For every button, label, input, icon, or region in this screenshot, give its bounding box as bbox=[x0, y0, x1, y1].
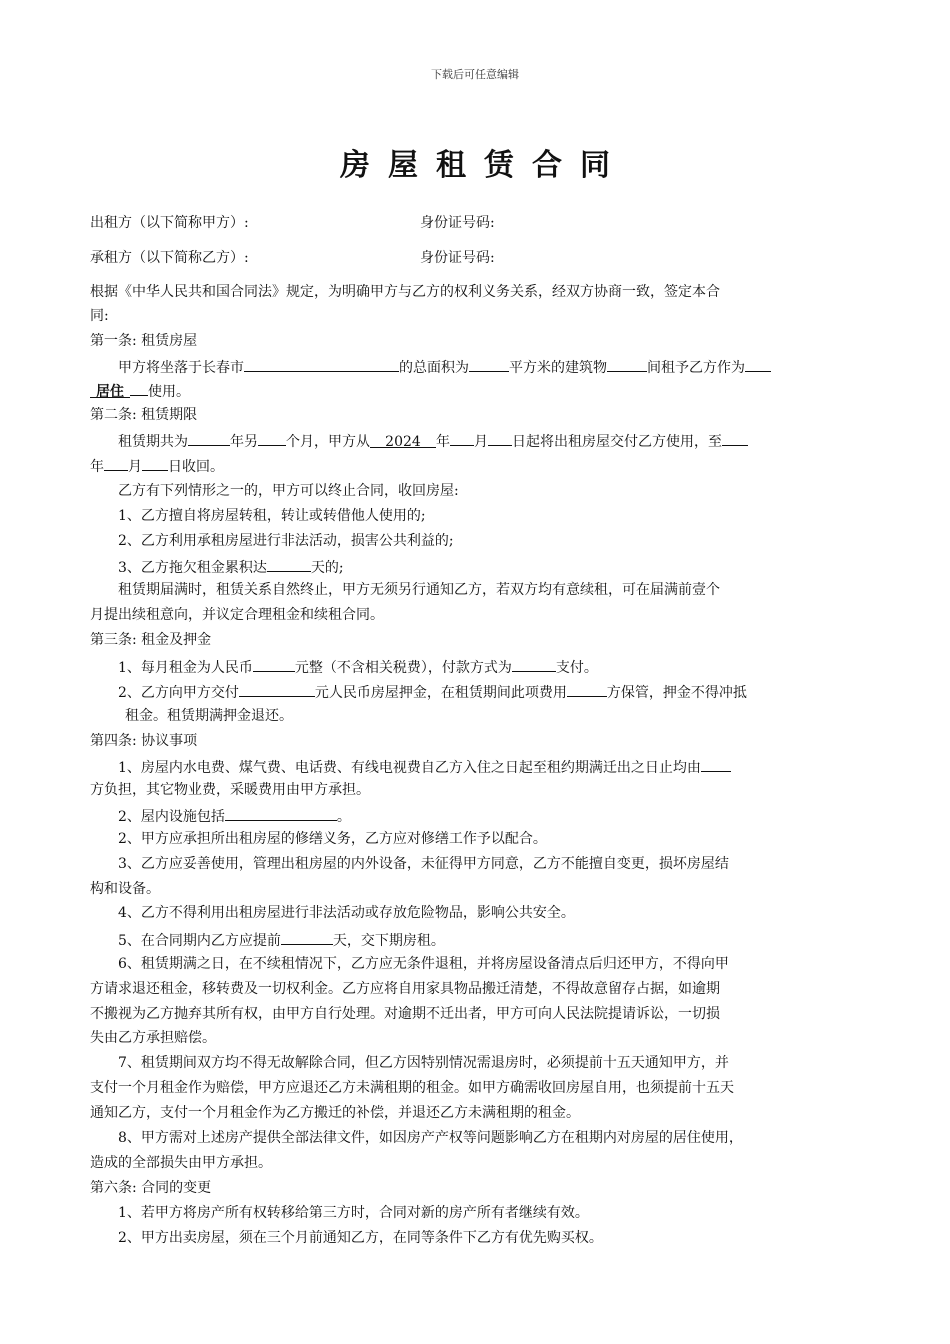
blank-advance-days bbox=[281, 929, 333, 945]
party-b-row bbox=[90, 248, 865, 268]
header-note: 下载后可任意编辑 bbox=[431, 68, 519, 81]
article-2-heading: 第二条: 租赁期限 bbox=[90, 407, 198, 423]
text-run: 3、乙方拖欠租金累积达 bbox=[118, 560, 267, 576]
blank-days bbox=[267, 556, 311, 572]
text-run: 2、屋内设施包括 bbox=[118, 809, 225, 825]
article-4-line: 支付一个月租金作为赔偿，甲方应退还乙方未满租期的租金。如甲方确需收回房屋自用，也须提前十五天 bbox=[90, 1080, 734, 1096]
text-run: 天的; bbox=[310, 560, 344, 576]
article-6-line: 2、甲方出卖房屋，须在三个月前通知乙方，在同等条件下乙方有优先购买权。 bbox=[118, 1230, 603, 1246]
article-2-line: 租赁期届满时，租赁关系自然终止，甲方无须另行通知乙方，若双方均有意续租，可在届满前壹个 bbox=[118, 582, 720, 598]
start-year-value: 2024 bbox=[370, 432, 436, 448]
text-run: 个月，甲方从 bbox=[286, 434, 370, 450]
party-a-label: 出租方（以下简称甲方）: bbox=[90, 215, 249, 231]
article-4-heading: 第四条: 协议事项 bbox=[90, 733, 198, 749]
text-run: 租赁期共为 bbox=[118, 434, 188, 450]
article-1-heading: 第一条: 租赁房屋 bbox=[90, 333, 198, 349]
text-run: 日收回。 bbox=[168, 459, 224, 475]
blank-purpose bbox=[745, 356, 771, 372]
text-run: 年 bbox=[436, 434, 450, 450]
text-run: 日起将出租房屋交付乙方使用，至 bbox=[512, 434, 722, 450]
article-4-line: 8、甲方需对上述房产提供全部法律文件，如因房产产权等问题影响乙方在租期内对房屋的居住使用， bbox=[118, 1130, 743, 1146]
text-run: 元人民币房屋押金，在租赁期间此项费用 bbox=[314, 685, 567, 701]
article-4-line: 造成的全部损失由甲方承担。 bbox=[90, 1155, 272, 1171]
article-4-line: 方请求退还租金，移转费及一切权利金。乙方应将自用家具物品搬迁清楚，不得故意留存占据，如逾期 bbox=[90, 981, 720, 997]
text-run: 年 bbox=[90, 459, 104, 475]
blank-start-month bbox=[450, 430, 474, 446]
blank-end-day bbox=[142, 455, 168, 471]
article-4-line: 7、租赁期间双方均不得无故解除合同，但乙方因特别情况需退房时，必须提前十五天通知甲方，并 bbox=[118, 1055, 729, 1071]
text-run: 天，交下期房租。 bbox=[332, 933, 445, 949]
blank-months bbox=[258, 430, 286, 446]
article-6-heading: 第六条: 合同的变更 bbox=[90, 1180, 212, 1196]
article-4-line: 构和设备。 bbox=[90, 881, 160, 897]
purpose-value: 居住 bbox=[90, 382, 130, 398]
text-run: 月 bbox=[128, 459, 142, 475]
blank-start-day bbox=[488, 430, 512, 446]
blank-payment bbox=[512, 656, 556, 672]
preamble-line: 同: bbox=[90, 308, 109, 324]
article-1-line bbox=[90, 380, 865, 402]
text-run: 1、每月租金为人民币 bbox=[118, 660, 253, 676]
text-run: 平方米的建筑物 bbox=[509, 360, 607, 376]
blank-address bbox=[244, 356, 399, 372]
article-2-line bbox=[90, 455, 865, 477]
article-2-line bbox=[118, 430, 863, 452]
text-run: 间租予乙方作为 bbox=[647, 360, 745, 376]
blank-rooms bbox=[607, 356, 647, 372]
text-run: 月 bbox=[474, 434, 488, 450]
article-1-line bbox=[118, 356, 863, 378]
text-run: 甲方将坐落于长春市 bbox=[118, 360, 244, 376]
article-4-line: 3、乙方应妥善使用，管理出租房屋的内外设备，未征得甲方同意，乙方不能擅自变更，损坏房屋结 bbox=[118, 856, 729, 872]
article-6-line: 1、若甲方将房产所有权转移给第三方时，合同对新的房产所有者继续有效。 bbox=[118, 1205, 589, 1221]
article-4-line: 4、乙方不得利用出租房屋进行非法活动或存放危险物品，影响公共安全。 bbox=[118, 905, 575, 921]
party-a-row bbox=[90, 213, 865, 233]
article-4-line bbox=[118, 805, 863, 827]
blank-end-year bbox=[722, 430, 748, 446]
preamble-line: 根据《中华人民共和国合同法》规定，为明确甲方与乙方的权利义务关系，经双方协商一致，签定本合 bbox=[90, 284, 720, 300]
text-run: 。 bbox=[336, 809, 351, 825]
party-a-id-label: 身份证号码: bbox=[420, 215, 495, 231]
article-4-line: 2、甲方应承担所出租房屋的修缮义务，乙方应对修缮工作予以配合。 bbox=[118, 831, 547, 847]
text-run: 年另 bbox=[230, 434, 258, 450]
text-run: 1、房屋内水电费、煤气费、电话费、有线电视费自乙方入住之日起至租约期满迁出之日止均由 bbox=[118, 760, 701, 776]
party-b-label: 承租方（以下简称乙方）: bbox=[90, 250, 249, 266]
blank bbox=[130, 380, 148, 396]
text-run: 2、乙方向甲方交付 bbox=[118, 685, 239, 701]
text-run: 方保管，押金不得冲抵 bbox=[606, 685, 747, 701]
article-2-line: 1、乙方擅自将房屋转租，转让或转借他人使用的; bbox=[118, 508, 426, 524]
blank-utility-party bbox=[701, 756, 731, 772]
article-2-line: 乙方有下列情形之一的，甲方可以终止合同，收回房屋: bbox=[118, 483, 459, 499]
article-4-line: 方负担，其它物业费，采暖费用由甲方承担。 bbox=[90, 782, 370, 798]
article-4-line: 6、租赁期满之日，在不续租情况下，乙方应无条件退租，并将房屋设备清点后归还甲方，不得向甲 bbox=[118, 956, 729, 972]
article-4-line: 通知乙方，支付一个月租金作为乙方搬迁的补偿，并退还乙方未满租期的租金。 bbox=[90, 1105, 580, 1121]
document-title: 房屋租赁合同 bbox=[340, 148, 628, 183]
blank-rent bbox=[253, 656, 295, 672]
blank-deposit bbox=[239, 681, 315, 697]
party-b-id-label: 身份证号码: bbox=[420, 250, 495, 266]
article-4-line bbox=[118, 929, 863, 951]
article-4-line: 失由乙方承担赔偿。 bbox=[90, 1030, 216, 1046]
text-run: 元整（不含相关税费），付款方式为 bbox=[294, 660, 512, 676]
blank-custodian bbox=[567, 681, 607, 697]
article-3-line bbox=[118, 656, 863, 678]
article-2-line bbox=[118, 556, 863, 578]
article-4-line: 不搬视为乙方抛弃其所有权，由甲方自行处理。对逾期不迁出者，甲方可向人民法院提请诉讼，一切损 bbox=[90, 1006, 720, 1022]
text-run: 5、在合同期内乙方应提前 bbox=[118, 933, 281, 949]
text-run: 的总面积为 bbox=[399, 360, 469, 376]
blank-years bbox=[188, 430, 230, 446]
text-run: 支付。 bbox=[555, 660, 598, 676]
article-2-line: 2、乙方利用承租房屋进行非法活动，损害公共利益的; bbox=[118, 533, 454, 549]
article-2-line: 月提出续租意向，并议定合理租金和续租合同。 bbox=[90, 607, 384, 623]
text-run: 使用。 bbox=[148, 384, 190, 400]
blank-end-month bbox=[104, 455, 128, 471]
blank-facilities bbox=[225, 805, 337, 821]
article-4-line bbox=[118, 756, 863, 778]
article-3-line bbox=[118, 681, 863, 703]
blank-area bbox=[469, 356, 509, 372]
article-3-line: 租金。租赁期满押金退还。 bbox=[125, 708, 293, 724]
article-3-heading: 第三条: 租金及押金 bbox=[90, 632, 212, 648]
